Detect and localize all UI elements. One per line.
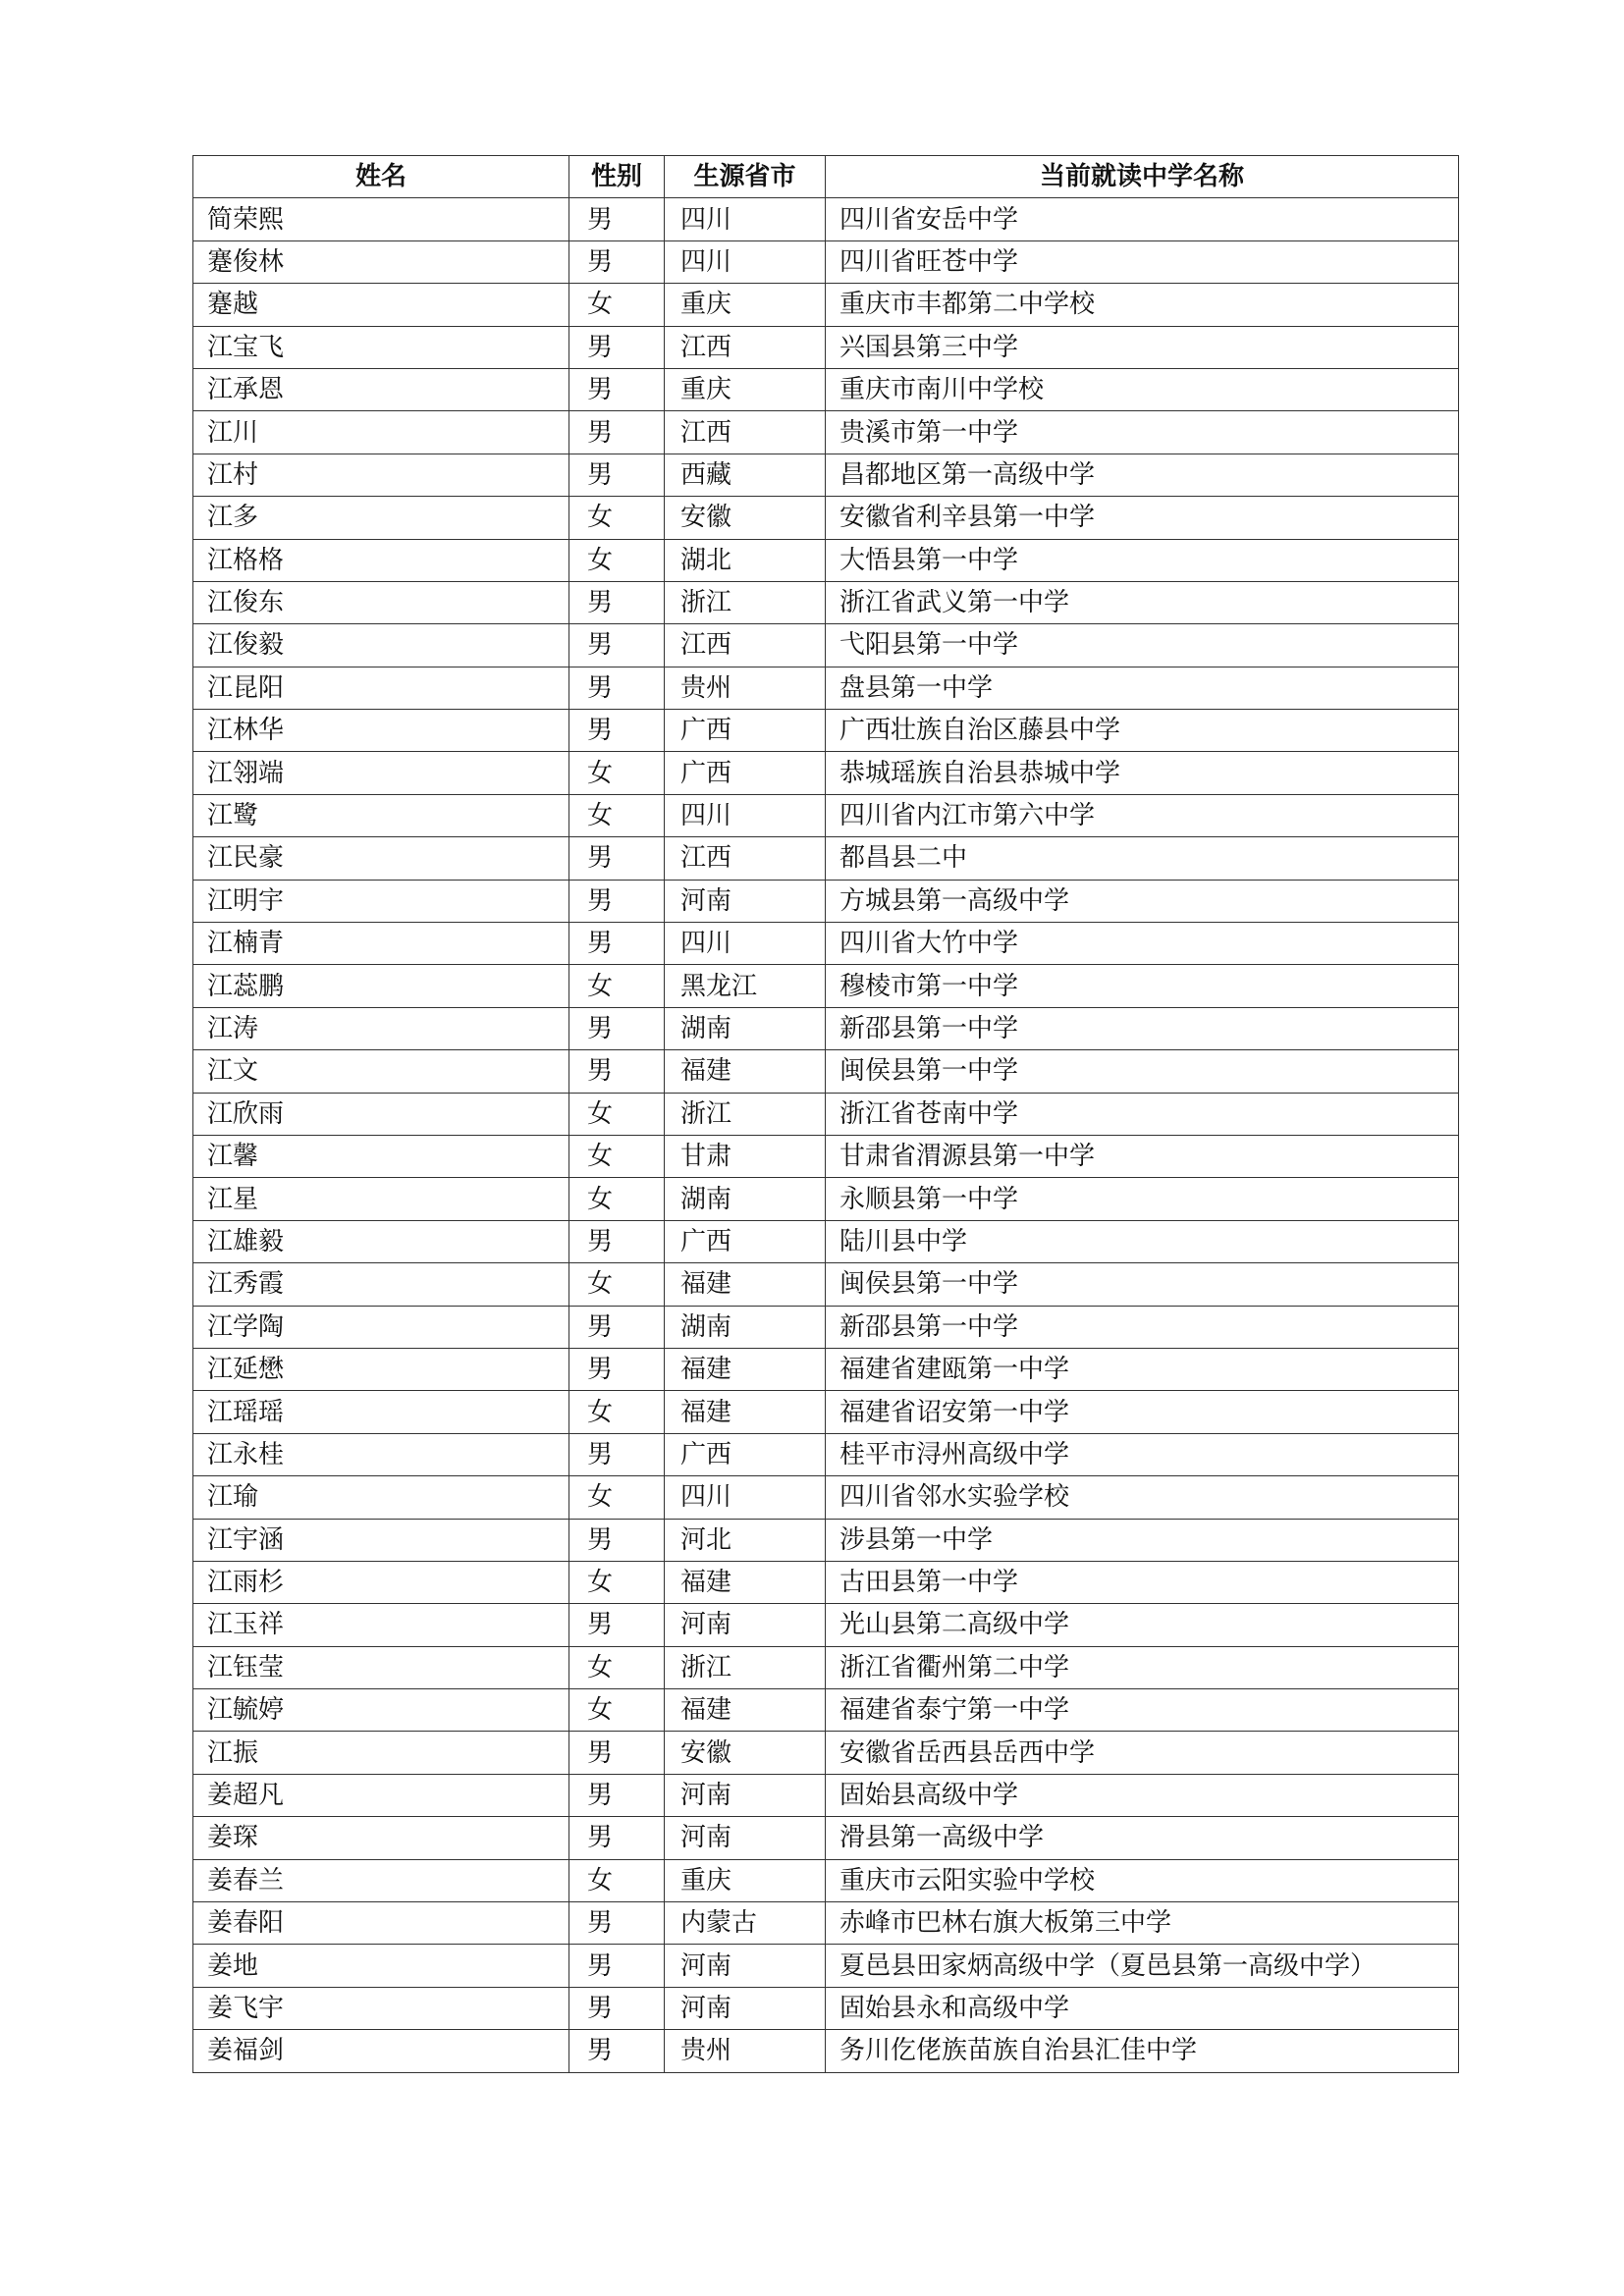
student-name-cell: 江瑶瑶	[193, 1391, 569, 1433]
gender-cell: 男	[569, 1050, 665, 1093]
student-name-cell: 江雨杉	[193, 1561, 569, 1603]
province-cell: 四川	[665, 240, 826, 283]
table-row	[193, 1135, 1459, 1177]
student-name-cell: 江鹭	[193, 794, 569, 836]
province-cell: 河南	[665, 1987, 826, 2029]
student-name-cell: 简荣熙	[193, 198, 569, 240]
school-name-cell: 广西壮族自治区藤县中学	[826, 710, 1459, 752]
province-cell: 广西	[665, 752, 826, 794]
student-name-cell: 江瑜	[193, 1476, 569, 1519]
school-name-cell: 古田县第一中学	[826, 1561, 1459, 1603]
school-name-cell: 昌都地区第一高级中学	[826, 454, 1459, 496]
student-name-cell: 江村	[193, 454, 569, 496]
table-row	[193, 368, 1459, 410]
school-name-cell: 浙江省衢州第二中学	[826, 1646, 1459, 1688]
school-name-cell: 涉县第一中学	[826, 1519, 1459, 1561]
gender-cell: 女	[569, 539, 665, 581]
student-name-cell: 江钰莹	[193, 1646, 569, 1688]
student-name-cell: 江文	[193, 1050, 569, 1093]
student-name-cell: 江雄毅	[193, 1220, 569, 1262]
gender-cell: 女	[569, 1178, 665, 1220]
school-name-cell: 方城县第一高级中学	[826, 880, 1459, 922]
gender-cell: 女	[569, 965, 665, 1007]
student-name-cell: 姜琛	[193, 1817, 569, 1859]
province-cell: 西藏	[665, 454, 826, 496]
school-name-cell: 桂平市浔州高级中学	[826, 1433, 1459, 1475]
table-row	[193, 1732, 1459, 1774]
school-name-cell: 兴国县第三中学	[826, 326, 1459, 368]
province-cell: 浙江	[665, 581, 826, 623]
school-name-cell: 浙江省武义第一中学	[826, 581, 1459, 623]
gender-cell: 男	[569, 923, 665, 965]
table-row	[193, 1007, 1459, 1049]
student-name-cell: 江宝飞	[193, 326, 569, 368]
table-row	[193, 1093, 1459, 1135]
student-name-cell: 江星	[193, 1178, 569, 1220]
school-name-cell: 夏邑县田家炳高级中学（夏邑县第一高级中学）	[826, 1945, 1459, 1987]
province-cell: 福建	[665, 1050, 826, 1093]
province-cell: 福建	[665, 1348, 826, 1390]
school-name-cell: 陆川县中学	[826, 1220, 1459, 1262]
gender-cell: 男	[569, 1519, 665, 1561]
table-row	[193, 1774, 1459, 1816]
gender-cell: 男	[569, 1433, 665, 1475]
student-name-cell: 姜超凡	[193, 1774, 569, 1816]
gender-cell: 女	[569, 794, 665, 836]
gender-cell: 男	[569, 837, 665, 880]
header-row	[193, 156, 1459, 198]
table-row	[193, 1689, 1459, 1732]
table-row	[193, 710, 1459, 752]
gender-cell: 女	[569, 1135, 665, 1177]
table-row	[193, 1263, 1459, 1306]
province-cell: 广西	[665, 710, 826, 752]
student-name-cell: 江玉祥	[193, 1604, 569, 1646]
province-cell: 贵州	[665, 2030, 826, 2072]
table-row	[193, 880, 1459, 922]
province-cell: 湖北	[665, 539, 826, 581]
province-cell: 福建	[665, 1561, 826, 1603]
table-row	[193, 1348, 1459, 1390]
province-cell: 河南	[665, 1774, 826, 1816]
school-name-cell: 贵溪市第一中学	[826, 411, 1459, 454]
province-cell: 黑龙江	[665, 965, 826, 1007]
gender-cell: 男	[569, 1306, 665, 1348]
student-name-cell: 江振	[193, 1732, 569, 1774]
province-cell: 安徽	[665, 1732, 826, 1774]
table-row	[193, 752, 1459, 794]
school-name-cell: 弋阳县第一中学	[826, 624, 1459, 667]
gender-cell: 女	[569, 1859, 665, 1901]
student-name-cell: 蹇越	[193, 284, 569, 326]
table-row	[193, 1987, 1459, 2029]
table-row	[193, 326, 1459, 368]
province-cell: 湖南	[665, 1306, 826, 1348]
table-body	[193, 198, 1459, 2072]
school-name-cell: 四川省邻水实验学校	[826, 1476, 1459, 1519]
school-name-cell: 福建省诏安第一中学	[826, 1391, 1459, 1433]
student-name-cell: 姜春阳	[193, 1902, 569, 1945]
province-cell: 江西	[665, 326, 826, 368]
province-cell: 四川	[665, 794, 826, 836]
school-name-cell: 固始县高级中学	[826, 1774, 1459, 1816]
table-row	[193, 1604, 1459, 1646]
school-name-cell: 四川省安岳中学	[826, 198, 1459, 240]
gender-cell: 女	[569, 752, 665, 794]
student-name-cell: 江秀霞	[193, 1263, 569, 1306]
gender-cell: 男	[569, 1007, 665, 1049]
student-name-cell: 江楠青	[193, 923, 569, 965]
table-row	[193, 923, 1459, 965]
student-name-cell: 江欣雨	[193, 1093, 569, 1135]
province-cell: 江西	[665, 411, 826, 454]
school-name-cell: 大悟县第一中学	[826, 539, 1459, 581]
table-row	[193, 1859, 1459, 1901]
gender-cell: 男	[569, 1902, 665, 1945]
gender-cell: 女	[569, 497, 665, 539]
province-cell: 浙江	[665, 1646, 826, 1688]
province-cell: 广西	[665, 1220, 826, 1262]
school-name-cell: 恭城瑶族自治县恭城中学	[826, 752, 1459, 794]
province-cell: 湖南	[665, 1178, 826, 1220]
header-gender: 性别	[569, 156, 665, 198]
gender-cell: 女	[569, 284, 665, 326]
school-name-cell: 固始县永和高级中学	[826, 1987, 1459, 2029]
gender-cell: 男	[569, 1732, 665, 1774]
table-row	[193, 667, 1459, 709]
school-name-cell: 盘县第一中学	[826, 667, 1459, 709]
table-row	[193, 1945, 1459, 1987]
province-cell: 福建	[665, 1391, 826, 1433]
student-name-cell: 江昆阳	[193, 667, 569, 709]
table-row	[193, 1519, 1459, 1561]
gender-cell: 男	[569, 667, 665, 709]
province-cell: 安徽	[665, 497, 826, 539]
table-row	[193, 794, 1459, 836]
table-row	[193, 240, 1459, 283]
student-name-cell: 江永桂	[193, 1433, 569, 1475]
gender-cell: 男	[569, 581, 665, 623]
school-name-cell: 闽侯县第一中学	[826, 1263, 1459, 1306]
gender-cell: 男	[569, 368, 665, 410]
student-name-cell: 江蕊鹏	[193, 965, 569, 1007]
table-row	[193, 1476, 1459, 1519]
table-row	[193, 411, 1459, 454]
province-cell: 湖南	[665, 1007, 826, 1049]
province-cell: 四川	[665, 923, 826, 965]
province-cell: 重庆	[665, 284, 826, 326]
province-cell: 河南	[665, 1945, 826, 1987]
province-cell: 河北	[665, 1519, 826, 1561]
school-name-cell: 务川仡佬族苗族自治县汇佳中学	[826, 2030, 1459, 2072]
student-name-cell: 江馨	[193, 1135, 569, 1177]
gender-cell: 女	[569, 1476, 665, 1519]
table-row	[193, 1050, 1459, 1093]
student-name-cell: 姜地	[193, 1945, 569, 1987]
school-name-cell: 闽侯县第一中学	[826, 1050, 1459, 1093]
school-name-cell: 四川省内江市第六中学	[826, 794, 1459, 836]
table-row	[193, 2030, 1459, 2072]
school-name-cell: 新邵县第一中学	[826, 1306, 1459, 1348]
student-name-cell: 江翎端	[193, 752, 569, 794]
province-cell: 福建	[665, 1689, 826, 1732]
school-name-cell: 新邵县第一中学	[826, 1007, 1459, 1049]
gender-cell: 男	[569, 1774, 665, 1816]
gender-cell: 男	[569, 454, 665, 496]
gender-cell: 男	[569, 624, 665, 667]
student-name-cell: 江林华	[193, 710, 569, 752]
student-name-cell: 江宇涵	[193, 1519, 569, 1561]
school-name-cell: 四川省大竹中学	[826, 923, 1459, 965]
gender-cell: 男	[569, 1348, 665, 1390]
table-row	[193, 454, 1459, 496]
student-name-cell: 江格格	[193, 539, 569, 581]
province-cell: 福建	[665, 1263, 826, 1306]
student-name-cell: 江民豪	[193, 837, 569, 880]
gender-cell: 男	[569, 240, 665, 283]
gender-cell: 男	[569, 1817, 665, 1859]
student-name-cell: 江多	[193, 497, 569, 539]
province-cell: 四川	[665, 198, 826, 240]
school-name-cell: 浙江省苍南中学	[826, 1093, 1459, 1135]
school-name-cell: 赤峰市巴林右旗大板第三中学	[826, 1902, 1459, 1945]
table-row	[193, 624, 1459, 667]
province-cell: 贵州	[665, 667, 826, 709]
student-name-cell: 姜飞宇	[193, 1987, 569, 2029]
table-row	[193, 1902, 1459, 1945]
student-name-cell: 蹇俊林	[193, 240, 569, 283]
province-cell: 甘肃	[665, 1135, 826, 1177]
table-row	[193, 539, 1459, 581]
student-name-cell: 姜春兰	[193, 1859, 569, 1901]
school-name-cell: 甘肃省渭源县第一中学	[826, 1135, 1459, 1177]
school-name-cell: 光山县第二高级中学	[826, 1604, 1459, 1646]
gender-cell: 男	[569, 1220, 665, 1262]
table-row	[193, 1433, 1459, 1475]
student-name-cell: 江俊毅	[193, 624, 569, 667]
gender-cell: 男	[569, 1987, 665, 2029]
student-name-cell: 江学陶	[193, 1306, 569, 1348]
student-roster-table	[192, 155, 1459, 2073]
table-row	[193, 284, 1459, 326]
province-cell: 重庆	[665, 368, 826, 410]
school-name-cell: 都昌县二中	[826, 837, 1459, 880]
student-name-cell: 江承恩	[193, 368, 569, 410]
gender-cell: 男	[569, 1604, 665, 1646]
gender-cell: 女	[569, 1391, 665, 1433]
table-row	[193, 1306, 1459, 1348]
gender-cell: 男	[569, 2030, 665, 2072]
table-row	[193, 1178, 1459, 1220]
school-name-cell: 滑县第一高级中学	[826, 1817, 1459, 1859]
header-school: 当前就读中学名称	[826, 156, 1459, 198]
table-row	[193, 1391, 1459, 1433]
province-cell: 广西	[665, 1433, 826, 1475]
province-cell: 江西	[665, 624, 826, 667]
student-name-cell: 姜福剑	[193, 2030, 569, 2072]
school-name-cell: 福建省泰宁第一中学	[826, 1689, 1459, 1732]
school-name-cell: 福建省建瓯第一中学	[826, 1348, 1459, 1390]
gender-cell: 女	[569, 1561, 665, 1603]
province-cell: 江西	[665, 837, 826, 880]
province-cell: 重庆	[665, 1859, 826, 1901]
gender-cell: 男	[569, 411, 665, 454]
student-name-cell: 江涛	[193, 1007, 569, 1049]
gender-cell: 男	[569, 326, 665, 368]
gender-cell: 男	[569, 198, 665, 240]
province-cell: 浙江	[665, 1093, 826, 1135]
school-name-cell: 永顺县第一中学	[826, 1178, 1459, 1220]
gender-cell: 男	[569, 710, 665, 752]
table-row	[193, 1817, 1459, 1859]
school-name-cell: 重庆市云阳实验中学校	[826, 1859, 1459, 1901]
table-row	[193, 497, 1459, 539]
table-header	[193, 156, 1459, 198]
school-name-cell: 安徽省岳西县岳西中学	[826, 1732, 1459, 1774]
table-row	[193, 1561, 1459, 1603]
gender-cell: 男	[569, 1945, 665, 1987]
header-name: 姓名	[193, 156, 569, 198]
gender-cell: 男	[569, 880, 665, 922]
student-name-cell: 江川	[193, 411, 569, 454]
gender-cell: 女	[569, 1263, 665, 1306]
province-cell: 内蒙古	[665, 1902, 826, 1945]
province-cell: 四川	[665, 1476, 826, 1519]
school-name-cell: 穆棱市第一中学	[826, 965, 1459, 1007]
student-name-cell: 江延懋	[193, 1348, 569, 1390]
province-cell: 河南	[665, 880, 826, 922]
gender-cell: 女	[569, 1093, 665, 1135]
school-name-cell: 安徽省利辛县第一中学	[826, 497, 1459, 539]
table-row	[193, 1220, 1459, 1262]
province-cell: 河南	[665, 1817, 826, 1859]
table-row	[193, 837, 1459, 880]
table-row	[193, 965, 1459, 1007]
gender-cell: 女	[569, 1646, 665, 1688]
table-row	[193, 198, 1459, 240]
gender-cell: 女	[569, 1689, 665, 1732]
student-name-cell: 江俊东	[193, 581, 569, 623]
school-name-cell: 重庆市南川中学校	[826, 368, 1459, 410]
table-row	[193, 1646, 1459, 1688]
header-province: 生源省市	[665, 156, 826, 198]
student-name-cell: 江明宇	[193, 880, 569, 922]
province-cell: 河南	[665, 1604, 826, 1646]
student-name-cell: 江毓婷	[193, 1689, 569, 1732]
school-name-cell: 四川省旺苍中学	[826, 240, 1459, 283]
school-name-cell: 重庆市丰都第二中学校	[826, 284, 1459, 326]
table-row	[193, 581, 1459, 623]
